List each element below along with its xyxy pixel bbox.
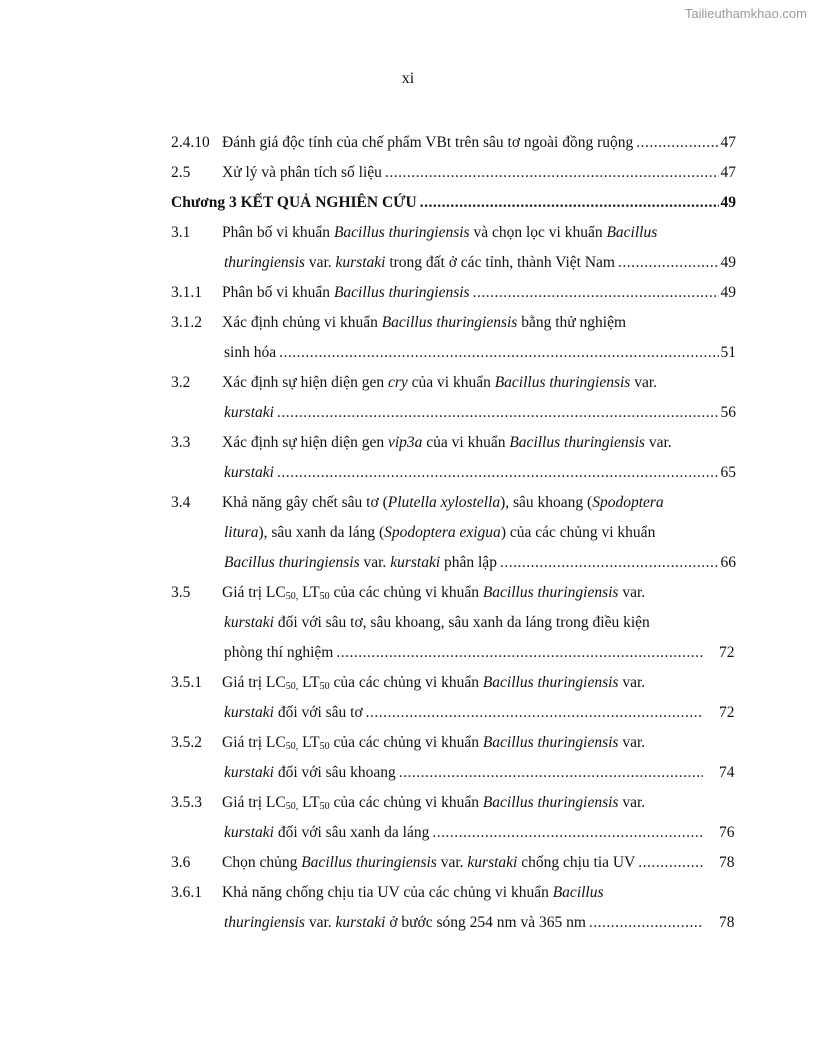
- toc-text-segment: 50,: [285, 801, 299, 812]
- toc-text-segment: Xác định sự hiện diện gen: [222, 374, 388, 391]
- toc-text-segment: Đánh giá độc tính của chế phẩm VBt trên sâu tơ ngoài đồng ruộng: [222, 134, 634, 151]
- toc-dot-leader: [432, 822, 703, 844]
- toc-text-segment: sinh hóa: [224, 344, 277, 361]
- toc-entry-text: [224, 822, 429, 844]
- toc-entry-text: [222, 282, 470, 304]
- toc-entry-number: 3.1: [171, 224, 191, 241]
- toc-text-segment: Xử lý và phân tích số liệu: [222, 164, 382, 181]
- toc-text-segment: của các chủng vi khuẩn: [329, 794, 483, 811]
- toc-entry-title: [224, 252, 736, 274]
- toc-entry-text: [222, 162, 382, 184]
- toc-text-segment: var.: [304, 254, 336, 271]
- toc-text-segment: Bacillus thuringiensis: [482, 794, 619, 811]
- toc-text-segment: Phân bố vi khuẩn: [222, 284, 334, 301]
- toc-text-segment: var.: [618, 794, 646, 811]
- toc-entry: [0, 852, 816, 874]
- toc-entry-title: [222, 132, 736, 154]
- toc-text-segment: Chọn chủng: [222, 854, 302, 871]
- toc-text-segment: kurstaki: [390, 554, 441, 571]
- toc-text-segment: đối với sâu tơ: [273, 704, 363, 721]
- toc-entry-text: [222, 312, 626, 334]
- toc-text-segment: 50,: [285, 591, 299, 602]
- toc-text-segment: Spodoptera exigua: [384, 524, 501, 541]
- toc-page-number: 76: [719, 824, 735, 841]
- toc-entry-number: 3.5.3: [171, 794, 202, 811]
- toc-entry: [0, 162, 816, 184]
- toc-entry-continuation: [0, 462, 816, 484]
- toc-text-segment: đối với sâu tơ, sâu khoang, sâu xanh da láng trong điều kiện: [273, 614, 650, 631]
- toc-entry-text: [222, 792, 645, 814]
- toc-entry-title: [224, 702, 705, 724]
- toc-page-number: 47: [720, 134, 736, 151]
- toc-text-segment: ), sâu khoang (: [500, 494, 593, 511]
- toc-text-segment: và chọn lọc vi khuẩn: [469, 224, 607, 241]
- toc-entry-continuation: [0, 912, 816, 934]
- toc-entry-number: 3.6.1: [171, 884, 202, 901]
- toc-dot-leader: [277, 462, 719, 484]
- toc-text-segment: Bacillus thuringiensis: [333, 224, 470, 241]
- toc-text-segment: vip3a: [387, 434, 423, 451]
- toc-text-segment: var.: [304, 914, 336, 931]
- toc-dot-leader: [279, 342, 718, 364]
- toc-entry-text: [222, 582, 645, 604]
- toc-page-number: 47: [720, 164, 736, 181]
- toc-entry-continuation: [0, 642, 816, 664]
- toc-page-number: 72: [719, 704, 735, 721]
- toc-dot-leader: [277, 402, 719, 424]
- toc-entry-text: [222, 222, 657, 244]
- toc-entry-title: [224, 402, 736, 424]
- toc-entry-title: [222, 222, 657, 244]
- toc-entry-text: [222, 132, 633, 154]
- toc-entry-text: [224, 762, 396, 784]
- toc-entry-text: [224, 612, 650, 634]
- toc-entry-continuation: [0, 402, 816, 424]
- toc-text-segment: trong đất ở các tỉnh, thành Việt Nam: [385, 254, 615, 271]
- toc-entry-title: [224, 762, 705, 784]
- toc-text-segment: Bacillus: [552, 884, 604, 901]
- toc-text-segment: phân lập: [440, 554, 497, 571]
- toc-entry: [0, 882, 816, 904]
- toc-text-segment: 50: [319, 741, 330, 752]
- toc-text-segment: LT: [298, 584, 320, 601]
- toc-text-segment: Plutella xylostella: [387, 494, 501, 511]
- toc-text-segment: ) của các chủng vi khuẩn: [500, 524, 656, 541]
- toc-entry: [0, 222, 816, 244]
- toc-entry-title: [224, 462, 736, 484]
- toc-entry: [0, 732, 816, 754]
- toc-dot-leader: [473, 282, 719, 304]
- toc-entry: [0, 132, 816, 154]
- toc-entry: [0, 192, 816, 214]
- toc-text-segment: Giá trị LC: [222, 674, 286, 691]
- toc-text-segment: Phân bố vi khuẩn: [222, 224, 334, 241]
- toc-text-segment: 50: [319, 801, 330, 812]
- toc-entry-title: [222, 312, 626, 334]
- toc-entry-title: [222, 282, 736, 304]
- toc-text-segment: Chương 3 KẾT QUẢ NGHIÊN CỨU: [171, 194, 417, 211]
- toc-dot-leader: [366, 702, 703, 724]
- toc-dot-leader: [385, 162, 719, 184]
- toc-text-segment: LT: [298, 674, 320, 691]
- toc-entry-text: [224, 402, 274, 424]
- toc-text-segment: Bacillus thuringiensis: [381, 314, 518, 331]
- toc-entry-number: 3.5.2: [171, 734, 202, 751]
- toc-entry-title: [224, 612, 650, 634]
- toc-entry-number: 2.5: [171, 164, 191, 181]
- toc-entry-text: [222, 432, 672, 454]
- toc-text-segment: của vi khuẩn: [407, 374, 495, 391]
- toc-text-segment: Spodoptera: [592, 494, 664, 511]
- toc-entry-continuation: [0, 822, 816, 844]
- toc-text-segment: Khả năng chống chịu tia UV của các chủng vi khuẩn: [222, 884, 553, 901]
- toc-entry-text: [222, 672, 645, 694]
- toc-text-segment: var.: [630, 374, 658, 391]
- toc-text-segment: Xác định chủng vi khuẩn: [222, 314, 382, 331]
- toc-entry-text: [222, 882, 604, 904]
- toc-entry-text: [224, 702, 363, 724]
- toc-entry-title: [171, 192, 736, 214]
- toc-text-segment: Bacillus thuringiensis: [224, 554, 360, 571]
- toc-text-segment: Bacillus thuringiensis: [482, 584, 619, 601]
- toc-entry-text: [222, 372, 657, 394]
- toc-entry-title: [224, 822, 705, 844]
- toc-text-segment: Bacillus thuringiensis: [482, 674, 619, 691]
- toc-dot-leader: [618, 252, 719, 274]
- toc-entry-title: [224, 912, 705, 934]
- toc-entry-continuation: [0, 612, 816, 634]
- toc-text-segment: kurstaki: [224, 404, 274, 421]
- toc-text-segment: Giá trị LC: [222, 734, 286, 751]
- toc-page-number: 72: [719, 644, 735, 661]
- toc-entry-continuation: [0, 552, 816, 574]
- toc-text-segment: phòng thí nghiệm: [224, 644, 334, 661]
- toc-page-number: 65: [720, 464, 736, 481]
- toc-entry-title: [222, 852, 705, 874]
- toc-entry-text: [171, 192, 417, 214]
- watermark-text: Tailieuthamkhao.com: [684, 6, 807, 21]
- toc-text-segment: Bacillus thuringiensis: [509, 434, 645, 451]
- toc-entry-text: [224, 552, 497, 574]
- toc-text-segment: 50: [319, 681, 330, 692]
- toc-entry-title: [222, 432, 672, 454]
- toc-text-segment: Khả năng gây chết sâu tơ (: [222, 494, 388, 511]
- toc-entry: [0, 492, 816, 514]
- toc-entry-title: [222, 162, 736, 184]
- toc-text-segment: của vi khuẩn: [422, 434, 510, 451]
- toc-text-segment: kurstaki: [224, 764, 274, 781]
- toc-text-segment: của các chủng vi khuẩn: [329, 734, 483, 751]
- toc-entry: [0, 432, 816, 454]
- toc-text-segment: Bacillus thuringiensis: [482, 734, 619, 751]
- toc-dot-leader: [589, 912, 703, 934]
- toc-text-segment: LT: [298, 734, 320, 751]
- toc-entry-number: 3.4: [171, 494, 191, 511]
- toc-entry-number: 3.1.2: [171, 314, 202, 331]
- toc-entry-continuation: [0, 522, 816, 544]
- toc-entry-title: [224, 642, 705, 664]
- toc-entry-title: [222, 372, 657, 394]
- toc-entry-number: 3.5: [171, 584, 191, 601]
- toc-page-number: 56: [720, 404, 736, 421]
- toc-entry-continuation: [0, 252, 816, 274]
- toc-entry-number: 3.6: [171, 854, 191, 871]
- page-number: xi: [401, 70, 415, 87]
- toc-text-segment: của các chủng vi khuẩn: [329, 584, 483, 601]
- toc-text-segment: thuringiensis: [224, 254, 305, 271]
- toc-entry-title: [222, 492, 664, 514]
- toc-page-number: 78: [719, 854, 735, 871]
- toc-entry-text: [224, 252, 615, 274]
- toc-text-segment: chống chịu tia UV: [517, 854, 636, 871]
- toc-entry: [0, 282, 816, 304]
- toc-text-segment: cry: [387, 374, 408, 391]
- toc-entry-number: 3.1.1: [171, 284, 202, 301]
- toc-text-segment: kurstaki: [335, 914, 386, 931]
- toc-entry-number: 3.3: [171, 434, 191, 451]
- toc-entry: [0, 372, 816, 394]
- toc-text-segment: Bacillus thuringiensis: [301, 854, 437, 871]
- toc-text-segment: var.: [618, 674, 646, 691]
- toc-entry-title: [222, 672, 645, 694]
- toc-text-segment: 50,: [285, 681, 299, 692]
- toc-entry-text: [222, 492, 664, 514]
- toc-entry-number: 3.5.1: [171, 674, 202, 691]
- toc-text-segment: 50: [319, 591, 330, 602]
- toc-entry-title: [222, 792, 645, 814]
- toc-dot-leader: [636, 132, 718, 154]
- toc-text-segment: đối với sâu xanh da láng: [273, 824, 430, 841]
- toc-entry-continuation: [0, 342, 816, 364]
- toc-text-segment: thuringiensis: [224, 914, 305, 931]
- toc-page-number: 49: [720, 284, 736, 301]
- toc-text-segment: kurstaki: [224, 464, 274, 481]
- toc-page-number: 74: [719, 764, 735, 781]
- toc-entry-title: [222, 582, 645, 604]
- toc-text-segment: Bacillus thuringiensis: [494, 374, 631, 391]
- toc-text-segment: ), sâu xanh da láng (: [258, 524, 385, 541]
- toc-page-number: 49: [720, 194, 736, 211]
- toc-dot-leader: [500, 552, 719, 574]
- toc-entry: [0, 312, 816, 334]
- toc-text-segment: 50,: [285, 741, 299, 752]
- toc-entry-title: [222, 732, 645, 754]
- toc-page-number: 51: [720, 344, 736, 361]
- toc-page-number: 49: [720, 254, 736, 271]
- toc-text-segment: của các chủng vi khuẩn: [329, 674, 483, 691]
- toc-text-segment: kurstaki: [467, 854, 518, 871]
- toc-dot-leader: [336, 642, 703, 664]
- toc-entry-title: [224, 552, 736, 574]
- toc-text-segment: kurstaki: [224, 614, 274, 631]
- toc-entry-text: [222, 852, 635, 874]
- toc-entry: [0, 672, 816, 694]
- toc-text-segment: var.: [359, 554, 391, 571]
- toc-text-segment: var.: [436, 854, 468, 871]
- toc-dot-leader: [420, 192, 719, 214]
- toc-text-segment: Giá trị LC: [222, 794, 286, 811]
- toc-entry-text: [224, 342, 276, 364]
- toc-text-segment: var.: [618, 734, 646, 751]
- toc-text-segment: var.: [618, 584, 646, 601]
- toc-text-segment: LT: [298, 794, 320, 811]
- toc-text-segment: litura: [224, 524, 259, 541]
- toc-entry: [0, 792, 816, 814]
- toc-entry-continuation: [0, 702, 816, 724]
- toc-entry-text: [224, 522, 655, 544]
- toc-entry-title: [224, 522, 655, 544]
- toc-entry-title: [224, 342, 736, 364]
- toc-text-segment: đối với sâu khoang: [273, 764, 396, 781]
- toc-page-number: 66: [720, 554, 736, 571]
- toc-entry-number: 2.4.10: [171, 134, 210, 151]
- toc-text-segment: Giá trị LC: [222, 584, 286, 601]
- toc-text-segment: kurstaki: [224, 824, 274, 841]
- toc-page-number: 78: [719, 914, 735, 931]
- toc-text-segment: ở bước sóng 254 nm và 365 nm: [385, 914, 586, 931]
- toc-entry: [0, 582, 816, 604]
- toc-entry-continuation: [0, 762, 816, 784]
- toc-entry-text: [222, 732, 645, 754]
- toc-entry-text: [224, 642, 333, 664]
- toc-text-segment: bằng thử nghiệm: [517, 314, 627, 331]
- toc-dot-leader: [399, 762, 703, 784]
- toc-text-segment: Bacillus: [606, 224, 658, 241]
- toc-entry-title: [222, 882, 604, 904]
- toc-text-segment: var.: [644, 434, 672, 451]
- toc-text-segment: kurstaki: [335, 254, 386, 271]
- toc-entry-text: [224, 912, 586, 934]
- toc-text-segment: Xác định sự hiện diện gen: [222, 434, 388, 451]
- toc-text-segment: kurstaki: [224, 704, 274, 721]
- toc-text-segment: Bacillus thuringiensis: [333, 284, 470, 301]
- toc-entry-number: 3.2: [171, 374, 191, 391]
- toc-entry-text: [224, 462, 274, 484]
- toc-dot-leader: [638, 852, 703, 874]
